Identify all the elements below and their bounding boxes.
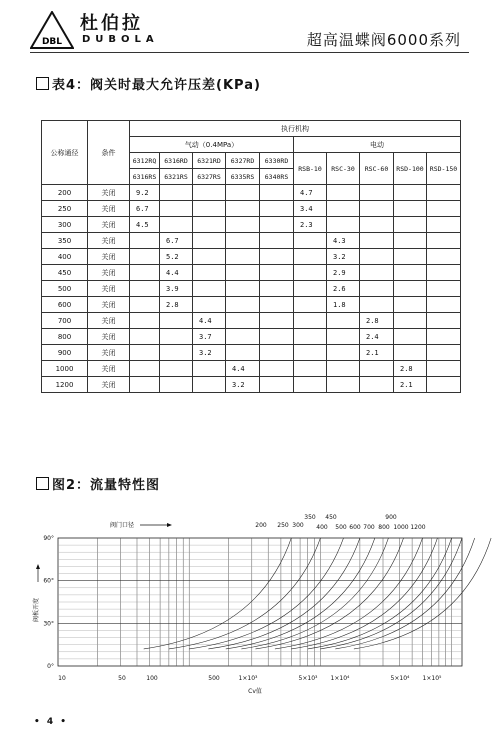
pressure-value-cell	[327, 201, 360, 217]
table-row	[42, 329, 461, 345]
pressure-value-cell: 3.9	[160, 281, 193, 297]
pressure-value-cell	[394, 233, 427, 249]
pressure-value-cell: 3.7	[193, 329, 226, 345]
pressure-value-cell	[130, 249, 160, 265]
electric-model: RSC-30	[327, 153, 360, 185]
pressure-value-cell	[130, 345, 160, 361]
y-tick-label: 30°	[43, 620, 54, 628]
series-title: 超高温蝶阀6000系列	[306, 31, 461, 49]
pressure-value-cell	[427, 265, 461, 281]
pressure-value-cell	[360, 185, 394, 201]
pressure-value-cell	[294, 281, 327, 297]
pressure-value-cell: 2.1	[394, 377, 427, 393]
pressure-value-cell	[327, 329, 360, 345]
pressure-value-cell	[294, 361, 327, 377]
flow-characteristic-chart	[0, 500, 499, 700]
pressure-value-cell	[193, 233, 226, 249]
pressure-value-cell	[394, 297, 427, 313]
pneumatic-model: 6321RD	[193, 153, 226, 169]
pressure-value-cell	[260, 201, 294, 217]
brand-name: 杜伯拉	[80, 13, 143, 34]
y-tick-label: 60°	[43, 577, 54, 585]
pressure-value-cell	[360, 377, 394, 393]
pressure-value-cell	[226, 297, 260, 313]
flow-curve	[144, 538, 292, 649]
table-row	[42, 217, 461, 233]
table-title	[36, 74, 261, 93]
pressure-value-cell	[394, 201, 427, 217]
size-label: 350	[304, 514, 316, 521]
pressure-value-cell	[294, 313, 327, 329]
nominal-diameter-cell: 1200	[42, 377, 88, 393]
condition-cell: 关闭	[88, 249, 130, 265]
table-body	[42, 185, 461, 393]
pressure-value-cell	[226, 265, 260, 281]
pressure-value-cell	[260, 281, 294, 297]
pressure-value-cell	[130, 329, 160, 345]
size-label: 200	[255, 522, 267, 529]
condition-cell: 关闭	[88, 201, 130, 217]
pressure-value-cell	[193, 265, 226, 281]
flow-curve	[335, 538, 474, 649]
pressure-value-cell	[294, 329, 327, 345]
size-axis-label: 阀门口径	[110, 522, 135, 529]
nominal-diameter-cell: 350	[42, 233, 88, 249]
pressure-value-cell: 4.7	[294, 185, 327, 201]
pressure-value-cell: 3.2	[327, 249, 360, 265]
pressure-value-cell	[294, 297, 327, 313]
pressure-value-cell	[160, 217, 193, 233]
size-label: 500	[335, 524, 347, 531]
pressure-value-cell: 9.2	[130, 185, 160, 201]
pressure-value-cell	[294, 233, 327, 249]
pressure-value-cell	[427, 377, 461, 393]
pressure-value-cell: 2.3	[294, 217, 327, 233]
x-tick-label: 1×10⁴	[330, 675, 350, 682]
flow-curve	[291, 538, 437, 649]
pressure-value-cell	[160, 329, 193, 345]
pressure-value-cell	[160, 345, 193, 361]
table-row	[42, 265, 461, 281]
chart-title-text: 图2：流量特性图	[52, 478, 161, 493]
pressure-value-cell	[130, 281, 160, 297]
pressure-value-cell	[427, 201, 461, 217]
pressure-value-cell: 1.8	[327, 297, 360, 313]
pressure-value-cell	[427, 329, 461, 345]
pressure-value-cell: 3.2	[226, 377, 260, 393]
flow-curve	[320, 538, 462, 649]
col-condition-header: 条件	[88, 121, 130, 185]
pressure-value-cell: 4.4	[160, 265, 193, 281]
y-tick-label: 90°	[43, 535, 54, 542]
table-row	[42, 361, 461, 377]
pressure-value-cell: 3.4	[294, 201, 327, 217]
pressure-value-cell: 6.7	[130, 201, 160, 217]
pressure-value-cell	[193, 201, 226, 217]
pressure-value-cell	[193, 361, 226, 377]
pneumatic-model: 6312RQ	[130, 153, 160, 169]
pressure-value-cell	[226, 233, 260, 249]
pressure-value-cell: 2.1	[360, 345, 394, 361]
pressure-value-cell	[427, 249, 461, 265]
x-axis-label: Cv值	[248, 688, 262, 695]
condition-cell: 关闭	[88, 265, 130, 281]
pneumatic-model: 6327RS	[193, 169, 226, 185]
checkbox-square-icon	[36, 77, 49, 90]
condition-cell: 关闭	[88, 377, 130, 393]
page-header	[0, 0, 499, 56]
pressure-value-cell: 4.4	[226, 361, 260, 377]
pressure-value-cell	[130, 313, 160, 329]
table-row	[42, 233, 461, 249]
pressure-value-cell	[260, 345, 294, 361]
pressure-value-cell	[327, 217, 360, 233]
x-tick-label: 100	[146, 675, 158, 682]
condition-cell: 关闭	[88, 313, 130, 329]
pneumatic-model: 6340RS	[260, 169, 294, 185]
pressure-value-cell	[226, 329, 260, 345]
nominal-diameter-cell: 900	[42, 345, 88, 361]
x-tick-label: 5×10⁴	[390, 675, 410, 682]
size-label: 1200	[410, 524, 426, 531]
electric-model: RSD-150	[427, 153, 461, 185]
pressure-value-cell	[130, 233, 160, 249]
nominal-diameter-cell: 200	[42, 185, 88, 201]
pressure-value-cell	[427, 281, 461, 297]
pressure-value-cell	[260, 313, 294, 329]
pressure-value-cell	[260, 249, 294, 265]
pressure-value-cell: 5.2	[160, 249, 193, 265]
pressure-value-cell	[360, 265, 394, 281]
pressure-value-cell	[427, 233, 461, 249]
condition-cell: 关闭	[88, 361, 130, 377]
pressure-value-cell	[327, 185, 360, 201]
x-tick-label: 1×10³	[238, 675, 258, 682]
pressure-value-cell	[260, 265, 294, 281]
nominal-diameter-cell: 250	[42, 201, 88, 217]
pressure-value-cell	[160, 313, 193, 329]
condition-cell: 关闭	[88, 297, 130, 313]
pressure-value-cell	[226, 345, 260, 361]
pressure-value-cell	[360, 361, 394, 377]
pressure-value-cell	[394, 313, 427, 329]
pressure-value-cell	[160, 377, 193, 393]
pressure-value-cell	[394, 265, 427, 281]
pressure-value-cell	[360, 249, 394, 265]
condition-cell: 关闭	[88, 329, 130, 345]
flow-curve	[169, 538, 321, 649]
pressure-value-cell	[394, 281, 427, 297]
electric-model: RSD-100	[394, 153, 427, 185]
pressure-value-cell: 3.2	[193, 345, 226, 361]
pressure-table	[41, 120, 461, 393]
x-tick-label: 5×10³	[298, 675, 318, 682]
pressure-value-cell	[360, 281, 394, 297]
pressure-value-cell	[394, 217, 427, 233]
nominal-diameter-cell: 400	[42, 249, 88, 265]
nominal-diameter-cell: 450	[42, 265, 88, 281]
pressure-value-cell	[260, 185, 294, 201]
pressure-value-cell	[327, 361, 360, 377]
pressure-value-cell	[327, 345, 360, 361]
condition-cell: 关闭	[88, 233, 130, 249]
pressure-value-cell	[226, 313, 260, 329]
pressure-value-cell	[360, 297, 394, 313]
pressure-value-cell	[427, 217, 461, 233]
pressure-value-cell: 6.7	[160, 233, 193, 249]
table-row	[42, 377, 461, 393]
flow-curve	[308, 538, 452, 649]
pressure-value-cell	[260, 377, 294, 393]
pressure-value-cell	[226, 281, 260, 297]
pressure-value-cell	[226, 217, 260, 233]
table-row	[42, 345, 461, 361]
size-label: 300	[292, 522, 304, 529]
pressure-value-cell	[130, 361, 160, 377]
pressure-value-cell	[226, 185, 260, 201]
pneumatic-model: 6316RS	[130, 169, 160, 185]
pressure-value-cell	[394, 329, 427, 345]
pressure-value-cell	[193, 377, 226, 393]
pressure-value-cell: 2.8	[360, 313, 394, 329]
pressure-value-cell: 4.4	[193, 313, 226, 329]
size-label: 900	[385, 514, 397, 521]
pressure-value-cell	[427, 297, 461, 313]
pressure-value-cell	[260, 233, 294, 249]
condition-cell: 关闭	[88, 217, 130, 233]
pressure-value-cell	[394, 345, 427, 361]
pneumatic-model: 6316RD	[160, 153, 193, 169]
pneumatic-model: 6335RS	[226, 169, 260, 185]
pressure-value-cell	[226, 201, 260, 217]
condition-cell: 关闭	[88, 185, 130, 201]
flow-curve	[255, 538, 403, 649]
size-label: 450	[325, 514, 337, 521]
checkbox-square-icon	[36, 477, 49, 490]
x-tick-label: 10	[58, 675, 66, 682]
size-label: 800	[378, 524, 390, 531]
pressure-value-cell	[294, 265, 327, 281]
size-label: 400	[316, 524, 328, 531]
pressure-value-cell	[260, 297, 294, 313]
condition-cell: 关闭	[88, 281, 130, 297]
pressure-value-cell	[427, 185, 461, 201]
pressure-value-cell	[130, 297, 160, 313]
table-row	[42, 297, 461, 313]
nominal-diameter-cell: 800	[42, 329, 88, 345]
electric-model: RSB-10	[294, 153, 327, 185]
pressure-value-cell	[260, 329, 294, 345]
size-label: 600	[349, 524, 361, 531]
col-actuator-header: 执行机构	[130, 121, 461, 137]
pressure-value-cell	[294, 249, 327, 265]
pressure-value-cell	[193, 217, 226, 233]
pneumatic-model: 6327RD	[226, 153, 260, 169]
x-tick-label: 500	[208, 675, 220, 682]
size-label: 250	[277, 522, 289, 529]
nominal-diameter-cell: 300	[42, 217, 88, 233]
pressure-value-cell	[260, 217, 294, 233]
pressure-value-cell	[226, 249, 260, 265]
table-row	[42, 249, 461, 265]
pressure-value-cell	[193, 249, 226, 265]
size-axis-arrow-head	[167, 523, 172, 527]
chart-title	[36, 474, 160, 493]
nominal-diameter-cell: 600	[42, 297, 88, 313]
dubola-logo-icon	[30, 11, 74, 49]
flow-curve	[275, 538, 423, 649]
x-tick-label: 50	[118, 675, 126, 682]
logo-mark-text: DBL	[41, 37, 63, 47]
pneumatic-model: 6330RD	[260, 153, 294, 169]
pneumatic-group-header: 气动（0.4MPa）	[130, 137, 294, 153]
pressure-value-cell: 4.3	[327, 233, 360, 249]
y-axis-label: 阀板开度	[33, 597, 40, 623]
pressure-value-cell	[394, 185, 427, 201]
pressure-value-cell	[193, 281, 226, 297]
pressure-value-cell	[260, 361, 294, 377]
pressure-value-cell	[427, 345, 461, 361]
nominal-diameter-cell: 500	[42, 281, 88, 297]
pressure-value-cell	[427, 313, 461, 329]
pressure-value-cell	[360, 217, 394, 233]
condition-cell: 关闭	[88, 345, 130, 361]
pressure-value-cell	[294, 377, 327, 393]
nominal-diameter-cell: 700	[42, 313, 88, 329]
brand-latin: DUBOLA	[82, 34, 159, 45]
size-label: 1000	[393, 524, 409, 531]
electric-group-header: 电动	[294, 137, 461, 153]
table-row	[42, 185, 461, 201]
pressure-value-cell: 2.8	[394, 361, 427, 377]
y-tick-label: 0°	[47, 663, 54, 670]
pressure-value-cell	[160, 201, 193, 217]
pressure-value-cell	[130, 265, 160, 281]
table-row	[42, 313, 461, 329]
size-label: 700	[363, 524, 375, 531]
pressure-value-cell	[160, 361, 193, 377]
pressure-value-cell	[130, 377, 160, 393]
header-divider	[30, 52, 469, 53]
pressure-value-cell	[193, 185, 226, 201]
pressure-value-cell	[360, 233, 394, 249]
pneumatic-model: 6321RS	[160, 169, 193, 185]
pressure-value-cell: 2.4	[360, 329, 394, 345]
page-number: • 4 •	[34, 717, 69, 727]
table-title-text: 表4：阀关时最大允许压差(KPa)	[52, 78, 261, 93]
pressure-value-cell: 2.8	[160, 297, 193, 313]
x-tick-label: 1×10⁵	[422, 675, 442, 682]
pressure-value-cell	[360, 201, 394, 217]
pressure-value-cell: 4.5	[130, 217, 160, 233]
pressure-value-cell	[160, 185, 193, 201]
pressure-value-cell	[327, 313, 360, 329]
pressure-value-cell	[294, 345, 327, 361]
table-row	[42, 281, 461, 297]
pressure-value-cell	[394, 249, 427, 265]
pressure-value-cell: 2.9	[327, 265, 360, 281]
pressure-value-cell	[427, 361, 461, 377]
pressure-value-cell	[193, 297, 226, 313]
electric-model: RSC-60	[360, 153, 394, 185]
nominal-diameter-cell: 1000	[42, 361, 88, 377]
pressure-value-cell	[327, 377, 360, 393]
pressure-value-cell: 2.6	[327, 281, 360, 297]
table-row	[42, 201, 461, 217]
col-nominal-header: 公称通径	[42, 121, 88, 185]
y-axis-arrow-head	[36, 564, 40, 569]
